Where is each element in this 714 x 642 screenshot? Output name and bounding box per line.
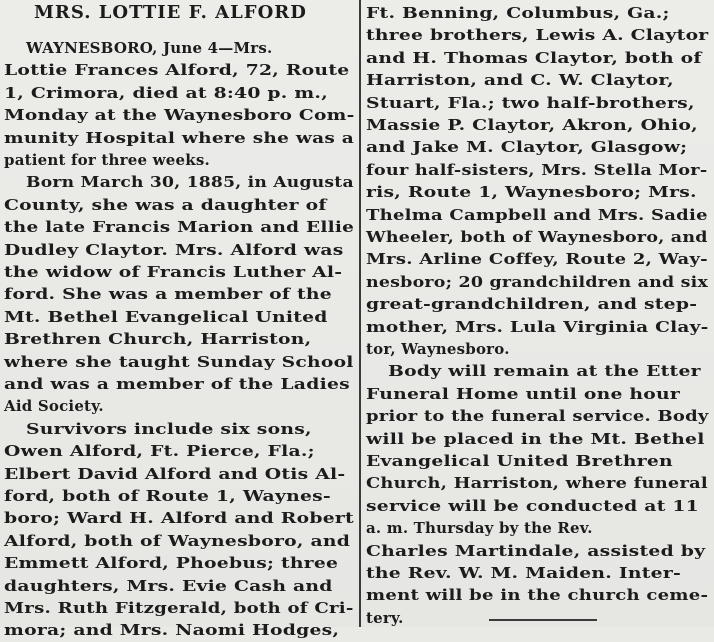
text-line: Emmett Alford, Phoebus; three xyxy=(4,554,339,573)
text-line: the widow of Francis Luther Al- xyxy=(4,263,343,281)
text-line: Owen Alford, Ft. Pierce, Fla.; xyxy=(4,442,315,461)
text-line: Survivors include six sons, xyxy=(26,419,312,438)
text-line: ment will be in the church ceme- xyxy=(366,586,709,605)
text-line: tor, Waynesboro. xyxy=(366,340,510,358)
text-line: Massie P. Claytor, Akron, Ohio, xyxy=(366,116,698,134)
text-line: Harriston, and C. W. Claytor, xyxy=(366,71,674,90)
text-line: great-grandchildren, and step- xyxy=(366,295,698,314)
text-line: and H. Thomas Claytor, both of xyxy=(366,48,702,67)
text-line: daughters, Mrs. Evie Cash and xyxy=(4,576,333,595)
text-line: 1, Crimora, died at 8:40 p. m., xyxy=(4,83,329,102)
text-line: patient for three weeks. xyxy=(4,151,210,169)
text-line: Monday at the Waynesboro Com- xyxy=(4,106,355,125)
text-line: ris, Route 1, Waynesboro; Mrs. xyxy=(366,183,697,202)
obituary-headline: MRS. LOTTIE F. ALFORD xyxy=(34,2,307,23)
text-line: four half-sisters, Mrs. Stella Mor- xyxy=(366,160,708,179)
text-line: Evangelical United Brethren xyxy=(366,452,673,470)
text-line: ford, both of Route 1, Waynes- xyxy=(4,487,331,505)
text-line: Wheeler, both of Waynesboro, and xyxy=(366,228,708,246)
text-line: three brothers, Lewis A. Claytor xyxy=(366,26,709,45)
text-line: will be placed in the Mt. Bethel xyxy=(366,429,705,448)
text-line: County, she was a daughter of xyxy=(4,195,327,214)
text-line: the late Francis Marion and Ellie xyxy=(4,218,355,237)
text-line: Lottie Frances Alford, 72, Route xyxy=(4,61,350,80)
text-line: Ft. Benning, Columbus, Ga.; xyxy=(366,4,670,22)
text-line: and Jake M. Claytor, Glasgow; xyxy=(366,138,688,157)
text-line: where she taught Sunday School xyxy=(4,352,354,371)
end-rule xyxy=(489,619,597,621)
text-line: WAYNESBORO, June 4—Mrs. xyxy=(26,39,273,57)
text-line: Stuart, Fla.; two half-brothers, xyxy=(366,93,695,112)
text-line: ford. She was a member of the xyxy=(4,285,332,304)
text-line: mother, Mrs. Lula Virginia Clay- xyxy=(366,317,709,336)
text-line: Funeral Home until one hour xyxy=(366,384,681,403)
text-line: Aid Society. xyxy=(4,397,104,416)
text-line: Alford, both of Waynesboro, and xyxy=(4,531,351,550)
left-column xyxy=(4,0,356,640)
text-line: the Rev. W. M. Maiden. Inter- xyxy=(366,564,681,582)
right-column xyxy=(366,0,710,627)
text-line: and was a member of the Ladies xyxy=(4,375,350,393)
text-line: nesboro; 20 grandchildren and six xyxy=(366,272,709,291)
text-line: Mrs. Arline Coffey, Route 2, Way- xyxy=(366,250,708,269)
column-divider xyxy=(359,0,361,627)
text-line: Mt. Bethel Evangelical United xyxy=(4,307,328,326)
text-line: Mrs. Ruth Fitzgerald, both of Cri- xyxy=(4,599,354,617)
text-line: service will be conducted at 11 xyxy=(366,496,699,515)
text-line: Dudley Claytor. Mrs. Alford was xyxy=(4,240,344,259)
text-line: Brethren Church, Harriston, xyxy=(4,330,312,349)
text-line: tery. xyxy=(366,608,404,627)
text-line: Charles Martindale, assisted by xyxy=(366,541,706,560)
text-line: boro; Ward H. Alford and Robert xyxy=(4,509,354,528)
text-line: Born March 30, 1885, in Augusta xyxy=(26,173,354,192)
text-line: a. m. Thursday by the Rev. xyxy=(366,519,593,538)
text-line: munity Hospital where she was a xyxy=(4,128,355,147)
text-line: Elbert David Alford and Otis Al- xyxy=(4,464,346,483)
text-line: Thelma Campbell and Mrs. Sadie xyxy=(366,205,708,224)
text-line: Church, Harriston, where funeral xyxy=(366,474,708,493)
text-line: prior to the funeral service. Body xyxy=(366,407,709,426)
text-line: mora; and Mrs. Naomi Hodges, xyxy=(4,621,340,640)
text-line: Body will remain at the Etter xyxy=(388,362,701,381)
